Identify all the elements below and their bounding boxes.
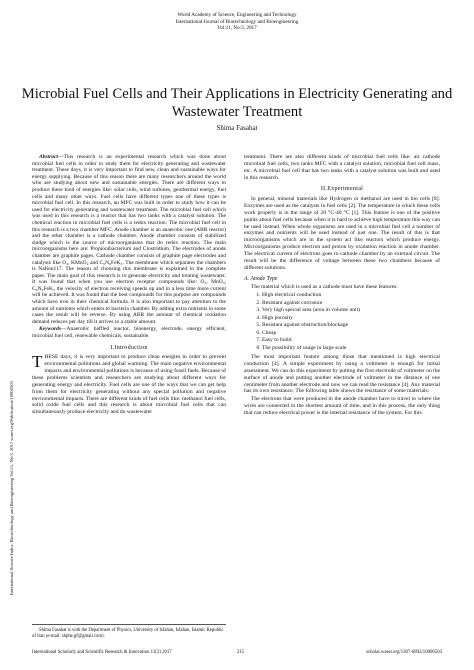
keywords-text: —Anaerobic baffled reactor, bioenergy, electrode, energy efficient, microbial fuel cell, renewable chemicals, sustainable. <box>32 326 226 340</box>
list-item: 2. Resistant against corrosion <box>262 300 440 308</box>
footer-journal: International Scholarly and Scientific Research & Innovation 11(3) 2017 <box>32 650 172 655</box>
list-item: 1. High electrical conduction <box>262 292 440 300</box>
sidebar-citation <box>9 160 17 600</box>
list-item: 7. Easy to build <box>262 337 440 345</box>
right-column <box>244 154 440 418</box>
subsection-heading-anode-type: A. Anode Type <box>244 275 278 282</box>
paper-title: Microbial Fuel Cells and Their Applications in Electricity Generating and Wastewater Treatment <box>21 86 453 120</box>
abstract <box>32 154 226 325</box>
journal-header-line1: World Academy of Science, Engineering and Technology <box>177 12 297 18</box>
abstract-text: —This research is an experimental research which was done about microbial fuel cells in order to study them for electricity generating and wastewater treatment. These days, it is very important to find new, clean and sustainable ways for energy supplying. Because of this reason there are many researchers around the world who are studying about new and sustainable energies. There are different ways to produce these kind of energies like: solar cells, wind turbines, geothermal energy, fuel cells and many other ways. Fuel cells have different types one of these types is microbial fuel cell. In this research, an MFC was built in order to study how it can be used for electricity generating and wastewater treatment. The microbial fuel cell which was used in this research is a reactor that has two tanks with a catalyst solution. The chemical reaction in microbial fuel cells is a redox reaction. The microbial fuel cell in this research is a two chamber MFC. Anode chamber is an anaerobic one (ABR reactor) and the other chamber is a cathode chamber. Anode chamber consists of stabilized sludge which is the source of microorganisms that do redox reaction. The main microorganisms here are: Propionibacterium and Clostridium. The electrodes of anode chamber are graphite pages. Cathode chamber consists of graphite page electrodes and catalysts like O₂, KMnO₄ and C₆N₆FeK₃. The membrane which separates the chambers is Nafion117. The reason of choosing this membrane is explained in the complete paper. The main goal of this research is to generate electricity and treating wastewater. It was found that when you use electron receptor compounds like: O₂, MnO₄, C₆N₆FeK₃ the velocity of electron receiving speeds up and in a less time more current will be achieved. It was found that the best compounds for this purpose are compounds which have iron in their chemical formula. It is also important to pay attention to the amount of nutrients which enters to bacteria chamber. By adding extra nutrients in some cases the result will be reverse. By using ABR the amount of chemical oxidation demand reduces per day till it arrives to a stable amount. <box>32 154 226 325</box>
author-footnote: Shima Fasahat is with the Department of Physics, University of Isfahan, Isfahan, Islamic Republic of Iran (e-mail: shphe.gf@gmail.com). <box>32 624 226 640</box>
journal-header-line3: Vol:11, No:3, 2017 <box>217 25 257 32</box>
journal-header-line2: International Journal of Biotechnology and Bioengineering <box>175 18 299 25</box>
right-paragraph-3: The material which is used as a cathode must have these features: <box>251 284 398 291</box>
section-heading-experimental: II.Experimental <box>320 186 364 193</box>
feature-list <box>244 292 440 352</box>
list-item: 4. High porosity <box>262 315 440 323</box>
drop-cap: T <box>32 352 43 372</box>
right-paragraph-5: The electrons that were produced in the anode chamber have to travel to where the wires are connected in the shortest amount of time, and in this process, the only thing that can reduce electrical power is the internal resistance of the system. For this <box>244 396 440 416</box>
intro-paragraph <box>32 354 226 416</box>
footer-link[interactable]: scholar.waset.org/1307-6892/10006503 <box>366 650 442 655</box>
abstract-label: Abstract <box>39 154 58 160</box>
sidebar-citation-text: International Science Index, Biotechnology and Bioengineering Vol:11, No:3, 2017 waset.org/Publication/10006503 <box>9 381 14 595</box>
list-item: 3. Very high special area (area in volume unit) <box>262 307 440 315</box>
keywords <box>32 326 226 339</box>
right-paragraph-4: The most important feature among those that mentioned is high electrical conduction [4]. A simple experiment by using a voltmeter is enough for initial assessment. We can do this experiment by putting the first electrode of voltmeter on the surface of anode and putting another electrode of voltmeter in the distance of one centimeter from another electrode and now we can read the resistance [4]. Any material has its own resistance. The following table shows the resistance of some materials: <box>244 354 441 395</box>
right-paragraph-1: treatment. There are also different kinds of microbial fuel cells like: air cathode microbial fuel cells, two tanks MFC with a catalyst solution, microbial fuel cell mass, etc. A microbial fuel cell that has two tanks with a catalyst solution was built and used in this research. <box>244 154 440 181</box>
journal-header <box>0 12 474 32</box>
section-heading-introduction: I.Introduction <box>110 344 148 351</box>
keywords-label: Keywords <box>39 326 61 333</box>
intro-text: HESE days, it is very important to produce clean energies in order to prevent environmental pollutions and global warming. The main negative environmental impacts and environmental pollutions is because of using fossil fuels. Because of these problems scientists and researchers are studying about different ways for generating energy and electricity. Fuel cells are one of the ways that we can get help from them for electricity generating without any special pollution and negative environmental impacts. There are different kinds of fuel cells like: methanol fuel cells, solid oxide fuel cells and this research is about microbial fuel cells that can simultaneously produce electricity and do wastewater <box>32 354 226 416</box>
page-number: 215 <box>237 650 245 655</box>
list-item: 5. Resistant against obstruction/blockage <box>262 322 440 330</box>
list-item: 8. The possibility of usage in large scale <box>262 345 440 353</box>
author-name: Shima Fasahat <box>216 124 258 132</box>
list-item: 6. Cheap <box>262 330 440 338</box>
right-paragraph-2: In general, mineral materials like Hydrogen or methanol are used in bio cells [8]. Enzymes are used as the catalysts in fuel cells [2]. The temperature in which these cells work properly is in the range of 20 °C-40 °C [1]. This feature is one of the positive points about fuel cells because when it is hard to achieve high temperature this way can be used instead. When whole organisms are used in a microbial fuel cell a number of enzymes and nutrients will be used instead of just one. The result of this is that microorganisms which are in the system act like reactors which produce energy. Microorganisms produce electron and proton by oxidation reaction in anode chamber. The electrical current of electrons goes to cathode chamber by an external circuit. The result will be the difference of voltage between these two chambers because of different solutions. <box>244 196 440 271</box>
left-column <box>32 154 226 417</box>
